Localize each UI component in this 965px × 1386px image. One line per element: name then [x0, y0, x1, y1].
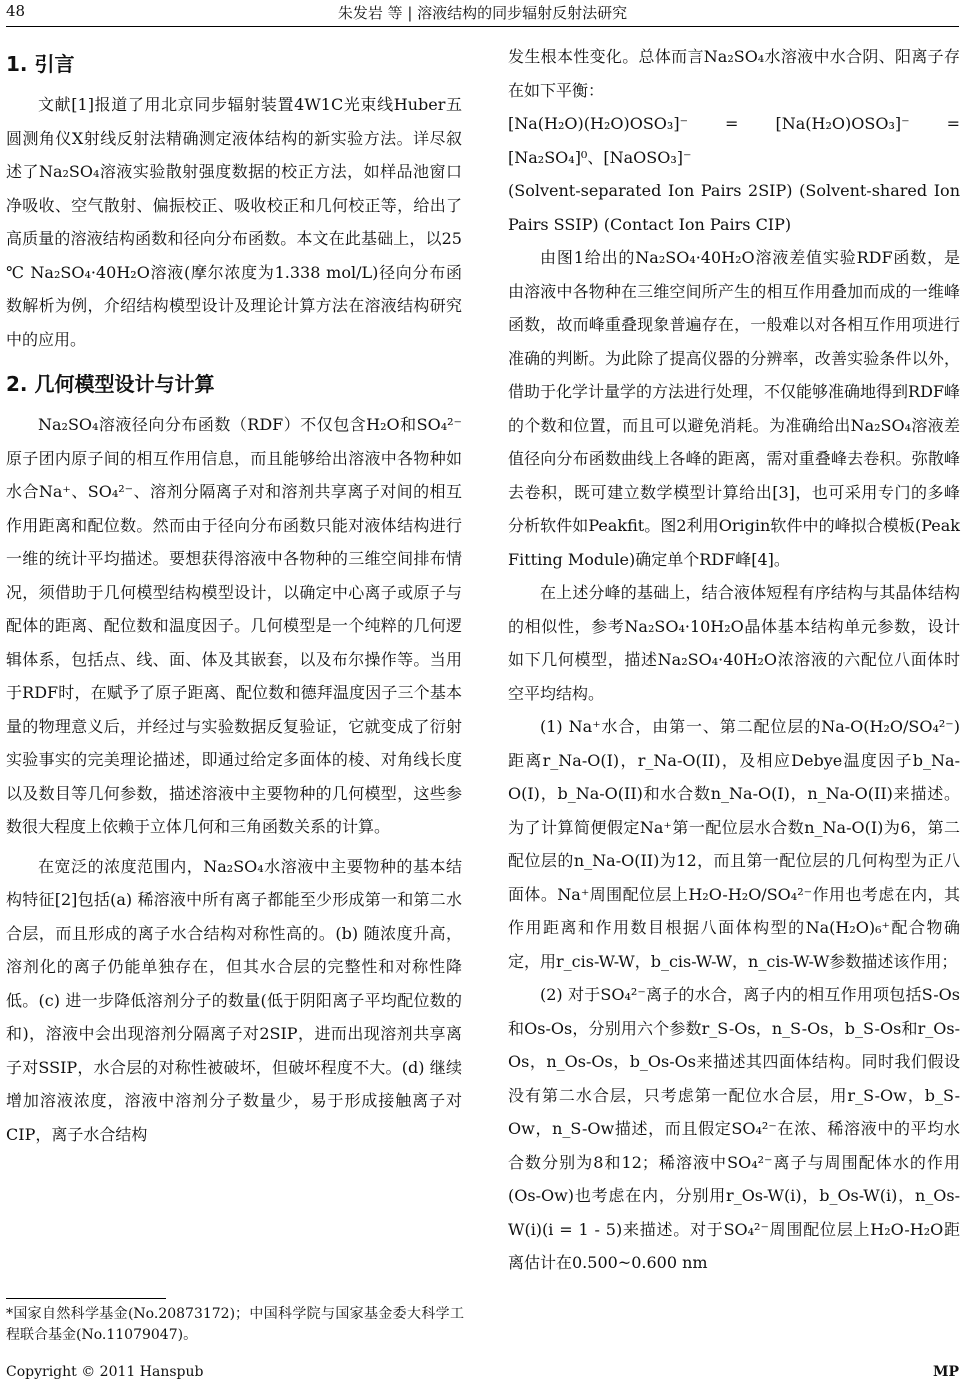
figure-1-paragraph: 由图1给出的Na₂SO₄·40H₂O溶液差值实验RDF函数，是由溶液中各物种在三维空间所产生的相互作用叠加而成的一维峰函数，故而峰重叠现象普遍存在，一般难以对各相互作用项进行准确的判断。为此除了提高仪器的分辨率，改善实验条件以外，借助于化学计量学的方法进行处理，不仅能够准确地得到RDF峰的个数和位置，而且可以避免消耗。为准确给出Na₂SO₄溶液差值径向分布函数曲线上各峰的距离，需对重叠峰去卷积。弥散峰去卷积，既可建立数学模型计算给出[3]，也可采用专门的多峰分析软件如Peakfit。图2利用Origin软件中的峰拟合模板(Peak Fitting Module)确定单个RDF峰[4]。: [508, 248, 960, 569]
ion-pair-definitions: (Solvent-separated Ion Pairs 2SIP) (Solvent-shared Ion Pairs SSIP) (Contact Ion Pairs CIP): [508, 181, 960, 234]
page-number: 48: [6, 2, 26, 20]
equilibrium-equation: [Na(H₂O)(H₂O)OSO₃]⁻ = [Na(H₂O)OSO₃]⁻ = [Na₂SO₄]⁰、[NaOSO₃]⁻: [508, 114, 960, 167]
left-column: [6, 40, 462, 1151]
page-header: [0, 0, 965, 30]
footnote-rule: [6, 1298, 166, 1299]
model-item-2: (2) 对于SO₄²⁻离子的水合，离子内的相互作用项包括S-Os和Os-Os，分别用六个参数r_S-Os，n_S-Os，b_S-Os和r_Os-Os，n_Os-Os，b_Os-Os来描述其四面体结构。同时我们假设没有第二水合层，只考虑第一配位水合层，用r_S-Ow，b_S-Ow，n_S-Ow描述，而且假定SO₄²⁻在浓、稀溶液中的平均水合数分别为8和12；稀溶液中SO₄²⁻离子与周围配体水的作用(Os-Ow)也考虑在内，分别用r_Os-W(i)，b_Os-W(i)，n_Os-W(i)(i = 1 - 5)来描述。对于SO₄²⁻周围配位层上H₂O-H₂O距离估计在0.500~0.600 nm: [508, 985, 960, 1272]
running-title: 朱发岩 等 | 溶液结构的同步辐射反射法研究: [337, 4, 628, 22]
footnote: *国家自然科学基金(No.20873172)；中国科学院与国家基金委大科学工程联合基金(No.11079047)。: [6, 1306, 464, 1343]
section-2-paragraph-1: Na₂SO₄溶液径向分布函数（RDF）不仅包含H₂O和SO₄²⁻原子团内原子间的相互作用信息，而且能够给出溶液中各物种如水合Na⁺、SO₄²⁻、溶剂分隔离子对和溶剂共享离子对间的相互作用距离和配位数。然而由于径向分布函数只能对液体结构进行一维的统计平均描述。要想获得溶液中各物种的三维空间排布情况，须借助于几何模型结构模型设计，以确定中心离子或原子与配体的距离、配位数和温度因子。几何模型是一个纯粹的几何逻辑体系，包括点、线、面、体及其嵌套，以及布尔操作等。当用于RDF时，在赋予了原子距离、配位数和德拜温度因子三个基本量的物理意义后，并经过与实验数据反复验证，它就变成了衍射实验事实的完美理论描述，即通过给定多面体的棱、对角线长度以及数目等几何参数，描述溶液中主要物种的几何模型，这些参数很大程度上依赖于立体几何和三角函数关系的计算。: [6, 415, 462, 836]
copyright: Copyright © 2011 Hanspub: [6, 1364, 204, 1380]
section-1-heading: 1. 引言: [6, 52, 75, 76]
section-2-heading: 2. 几何模型设计与计算: [6, 372, 215, 396]
model-item-1: (1) Na⁺水合，由第一、第二配位层的Na-O(H₂O/SO₄²⁻)距离r_Na-O(I)，r_Na-O(II)，及相应Debye温度因子b_Na-O(I)，b_Na-O(II)和水合数n_Na-O(I)，n_Na-O(II)来描述。为了计算简便假定Na⁺第一配位层水合数n_Na-O(I)为6，第二配位层的n_Na-O(II)为12，而且第一配位层的几何构型为正八面体。Na⁺周围配位层上H₂O-H₂O/SO₄²⁻作用也考虑在内，其作用距离和作用数目根据八面体构型的Na(H₂O)₆⁺配合物确定，用r_cis-W-W，b_cis-W-W，n_cis-W-W参数描述该作用；: [508, 717, 960, 971]
paragraph-continuation: 发生根本性变化。总体而言Na₂SO₄水溶液中水合阴、阳离子存在如下平衡：: [508, 47, 960, 100]
journal-abbrev: MP: [932, 1364, 959, 1380]
header-rule: [6, 26, 959, 27]
model-paragraph: 在上述分峰的基础上，结合液体短程有序结构与其晶体结构的相似性，参考Na₂SO₄·10H₂O晶体基本结构单元参数，设计如下几何模型，描述Na₂SO₄·40H₂O浓溶液的六配位八面体时空平均结构。: [508, 583, 960, 703]
section-1-paragraph: 文献[1]报道了用北京同步辐射装置4W1C光束线Huber五圆测角仪X射线反射法精确测定液体结构的新实验方法。详尽叙述了Na₂SO₄溶液实验散射强度数据的校正方法，如样品池窗口净吸收、空气散射、偏振校正、吸收校正和几何校正等，给出了高质量的溶液结构函数和径向分布函数。本文在此基础上，以25 ℃ Na₂SO₄·40H₂O溶液(摩尔浓度为1.338 mol/L)径向分布函数解析为例，介绍结构模型设计及理论计算方法在溶液结构研究中的应用。: [6, 95, 462, 349]
section-2-paragraph-2: 在宽泛的浓度范围内，Na₂SO₄水溶液中主要物种的基本结构特征[2]包括(a) 稀溶液中所有离子都能至少形成第一和第二水合层，而且形成的离子水合结构对称性高的。(b) 随浓度升高，溶剂化的离子仍能单独存在，但其水合层的完整性和对称性降低。(c) 进一步降低溶剂分子的数量(低于阴阳离子平均配位数的和)，溶液中会出现溶剂分隔离子对2SIP，进而出现溶剂共享离子对SSIP，水合层的对称性被破坏，但破坏程度不大。(d) 继续增加溶液浓度，溶液中溶剂分子数量少，易于形成接触离子对 CIP，离子水合结构: [6, 856, 462, 1144]
right-column: [508, 40, 960, 1280]
